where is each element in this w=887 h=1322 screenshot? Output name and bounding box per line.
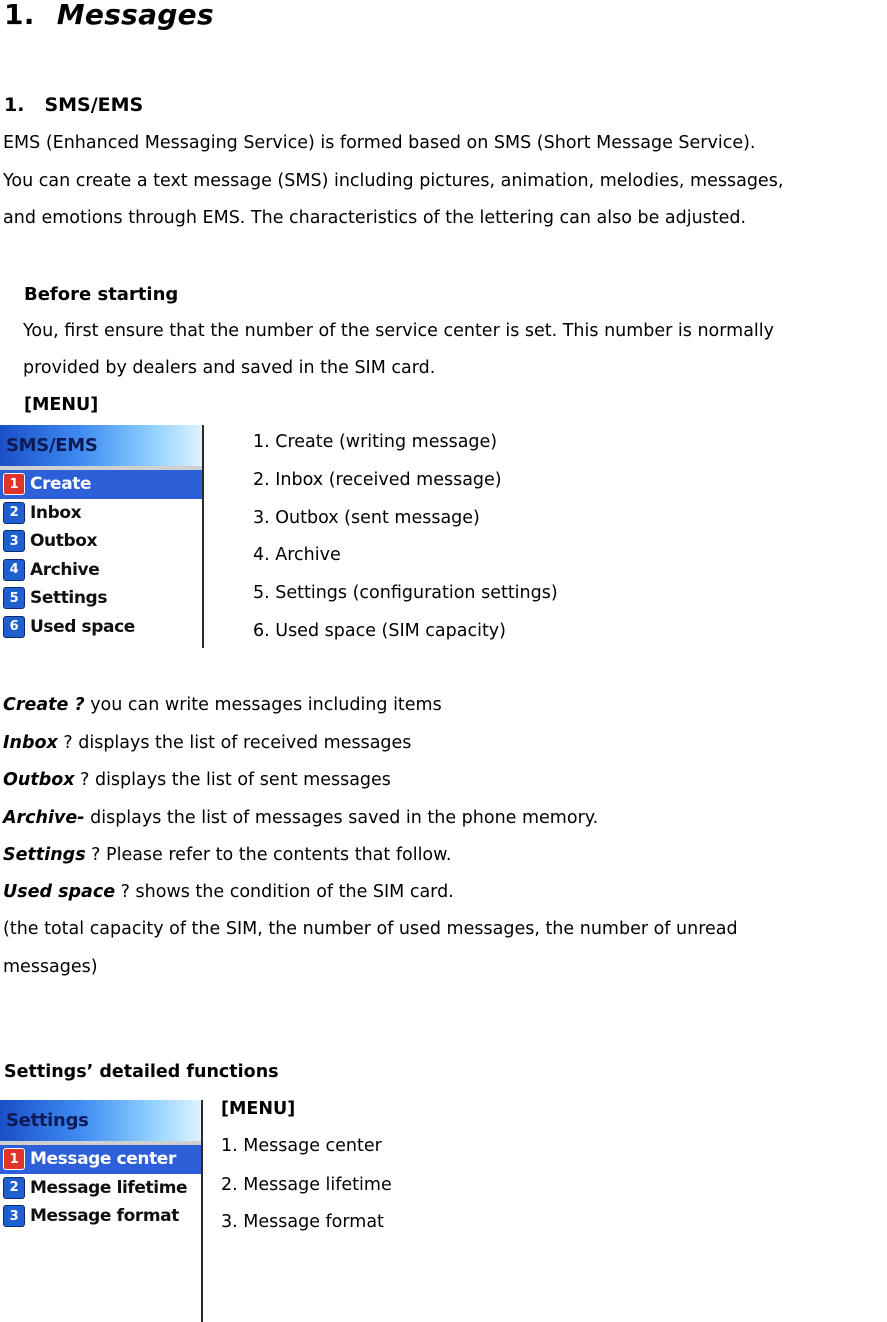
description-used-space: Used space ? shows the condition of the SIM card. [3,882,454,902]
intro-line-1: EMS (Enhanced Messaging Service) is formed based on SMS (Short Message Service). [3,133,756,153]
settings-list-item-1: 1. Message center [221,1136,382,1156]
used-space-note-line-2: messages) [3,957,98,977]
before-starting-line-1: You, first ensure that the number of the service center is set. This number is normally [23,321,775,341]
sms-ems-screen [0,425,204,648]
before-starting-line-2: provided by dealers and saved in the SIM card. [23,358,436,378]
settings-menu-item-message-center[interactable]: 1 Message center [0,1145,201,1174]
sms-list-item-1: 1. Create (writing message) [253,432,498,452]
sms-menu-item-used-space[interactable]: 6 Used space [0,613,202,642]
settings-menu-item-message-format[interactable]: 3 Message format [0,1202,201,1231]
settings-menu-item-message-lifetime[interactable]: 2 Message lifetime [0,1174,201,1203]
description-outbox: Outbox ? displays the list of sent messages [3,770,391,790]
number-3-icon: 3 [3,530,25,552]
sms-list-item-5: 5. Settings (configuration settings) [253,583,558,603]
number-1-icon: 1 [3,473,25,495]
number-5-icon: 5 [3,587,25,609]
number-1-icon: 1 [3,1148,25,1170]
description-archive: Archive- displays the list of messages saved in the phone memory. [3,808,599,828]
intro-line-2: You can create a text message (SMS) including pictures, animation, melodies, messages, [3,171,784,191]
sms-menu-item-settings[interactable]: 5 Settings [0,584,202,613]
section-heading-number: 1. [4,94,25,116]
page-heading-number: 1. [4,0,35,31]
number-2-icon: 2 [3,502,25,524]
page-heading-title: Messages [56,0,214,31]
number-4-icon: 4 [3,559,25,581]
page-heading [4,0,214,31]
settings-screen-title: Settings [0,1100,201,1141]
number-6-icon: 6 [3,616,25,638]
sms-menu-item-create[interactable]: 1 Create [0,470,202,499]
menu-label: [MENU] [24,395,99,415]
before-starting-title: Before starting [24,284,179,305]
description-inbox: Inbox ? displays the list of received messages [3,733,412,753]
sms-menu-item-outbox[interactable]: 3 Outbox [0,527,202,556]
sms-list-item-4: 4. Archive [253,545,341,565]
number-2-icon: 2 [3,1177,25,1199]
section-heading [4,94,143,116]
settings-list-item-2: 2. Message lifetime [221,1175,392,1195]
sms-list-item-2: 2. Inbox (received message) [253,470,502,490]
sms-menu-item-archive[interactable]: 4 Archive [0,556,202,585]
sms-menu-item-inbox[interactable]: 2 Inbox [0,499,202,528]
description-settings: Settings ? Please refer to the contents that follow. [3,845,452,865]
settings-heading: Settings’ detailed functions [4,1062,279,1082]
intro-line-3: and emotions through EMS. The characteristics of the lettering can also be adjusted. [3,208,747,228]
settings-list-item-3: 3. Message format [221,1212,384,1232]
description-create: Create ? you can write messages including items [3,695,442,715]
sms-list-item-3: 3. Outbox (sent message) [253,508,480,528]
section-heading-title: SMS/EMS [44,94,144,116]
settings-menu-label: [MENU] [221,1099,296,1119]
sms-ems-screen-title: SMS/EMS [0,425,202,466]
number-3-icon: 3 [3,1205,25,1227]
used-space-note-line-1: (the total capacity of the SIM, the number of used messages, the number of unread [3,919,738,939]
sms-list-item-6: 6. Used space (SIM capacity) [253,621,506,641]
settings-screen [0,1100,203,1322]
